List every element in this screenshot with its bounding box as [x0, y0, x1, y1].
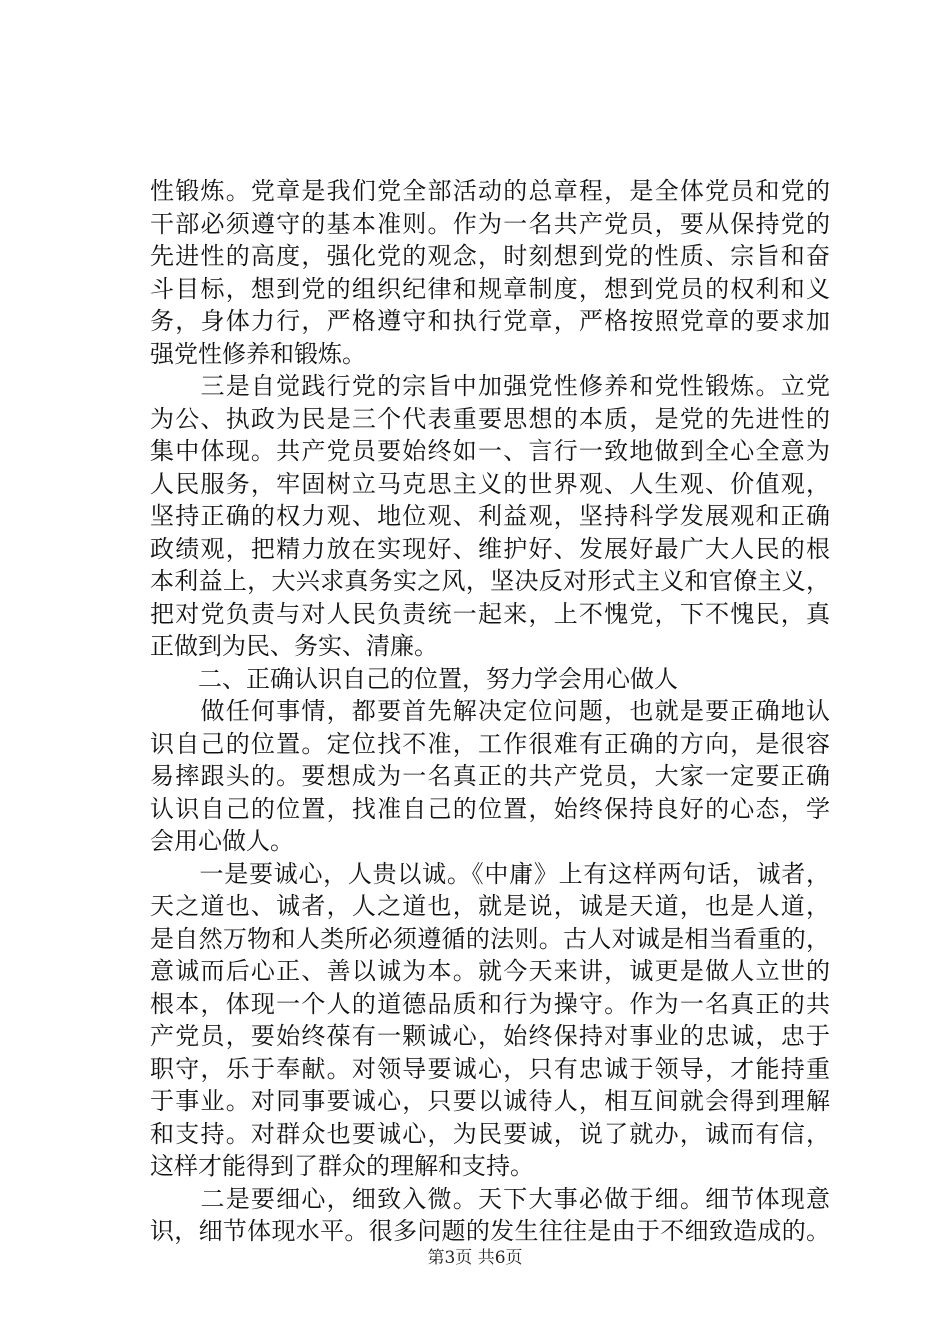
- text-line: 斗目标，想到党的组织纪律和规章制度，想到党员的权利和义: [150, 274, 830, 303]
- page-number-footer: 第3页 共6页: [427, 1248, 523, 1268]
- text-line: 职守，乐于奉献。对领导要诚心，只有忠诚于领导，才能持重: [150, 1054, 830, 1083]
- text-line: 正做到为民、务实、清廉。: [150, 632, 438, 660]
- text-line: 先进性的高度，强化党的观念，时刻想到党的性质、宗旨和奋: [150, 242, 830, 270]
- text-line: 识，细节体现水平。很多问题的发生往往是由于不细致造成的。: [150, 1217, 830, 1245]
- body-text: [150, 175, 830, 1248]
- text-line: 二是要细心，细致入微。天下大事必做于细。细节体现意: [150, 1184, 830, 1213]
- text-line: 易摔跟头的。要想成为一名真正的共产党员，大家一定要正确: [150, 762, 830, 790]
- text-line: 于事业。对同事要诚心，只要以诚待人，相互间就会得到理解: [150, 1087, 830, 1115]
- text-line: 集中体现。共产党员要始终如一、言行一致地做到全心全意为: [150, 437, 830, 465]
- text-line: 认识自己的位置，找准自己的位置，始终保持良好的心态，学: [150, 794, 830, 823]
- text-line: 这样才能得到了群众的理解和支持。: [150, 1152, 534, 1180]
- text-line: 是自然万物和人类所必须遵循的法则。古人对诚是相当看重的，: [150, 924, 830, 953]
- text-line: 性锻炼。党章是我们党全部活动的总章程，是全体党员和党的: [150, 177, 830, 205]
- text-line: 强党性修养和锻炼。: [150, 339, 366, 368]
- text-line: 三是自觉践行党的宗旨中加强党性修养和党性锻炼。立党: [150, 372, 830, 400]
- text-line: 会用心做人。: [150, 827, 294, 855]
- text-line: 本利益上，大兴求真务实之风，坚决反对形式主义和官僚主义，: [150, 567, 830, 595]
- text-line: 政绩观，把精力放在实现好、维护好、发展好最广大人民的根: [150, 534, 830, 563]
- text-line: 坚持正确的权力观、地位观、利益观，坚持科学发展观和正确: [150, 502, 830, 530]
- text-line: 产党员，要始终葆有一颗诚心，始终保持对事业的忠诚，忠于: [150, 1022, 830, 1050]
- text-line: 根本，体现一个人的道德品质和行为操守。作为一名真正的共: [150, 989, 830, 1018]
- text-line: 为公、执政为民是三个代表重要思想的本质，是党的先进性的: [150, 404, 830, 433]
- text-line: 天之道也、诚者，人之道也，就是说，诚是天道，也是人道，: [150, 892, 830, 920]
- text-line: 把对党负责与对人民负责统一起来，上不愧党，下不愧民，真: [150, 599, 830, 628]
- text-line: 识自己的位置。定位找不准，工作很难有正确的方向，是很容: [150, 729, 830, 758]
- text-line: 干部必须遵守的基本准则。作为一名共产党员，要从保持党的: [150, 209, 830, 238]
- text-line: 务，身体力行，严格遵守和执行党章，严格按照党章的要求加: [150, 307, 830, 335]
- text-line: 人民服务，牢固树立马克思主义的世界观、人生观、价值观，: [150, 469, 830, 498]
- text-line: 一是要诚心，人贵以诚。《中庸》上有这样两句话，诚者，: [150, 859, 830, 888]
- text-line: 意诚而后心正、善以诚为本。就今天来讲，诚更是做人立世的: [150, 957, 830, 985]
- section-heading: 二、正确认识自己的位置，努力学会用心做人: [150, 664, 678, 693]
- text-line: 和支持。对群众也要诚心，为民要诚，说了就办，诚而有信，: [150, 1119, 830, 1148]
- text-line: 做任何事情，都要首先解决定位问题，也就是要正确地认: [150, 697, 830, 725]
